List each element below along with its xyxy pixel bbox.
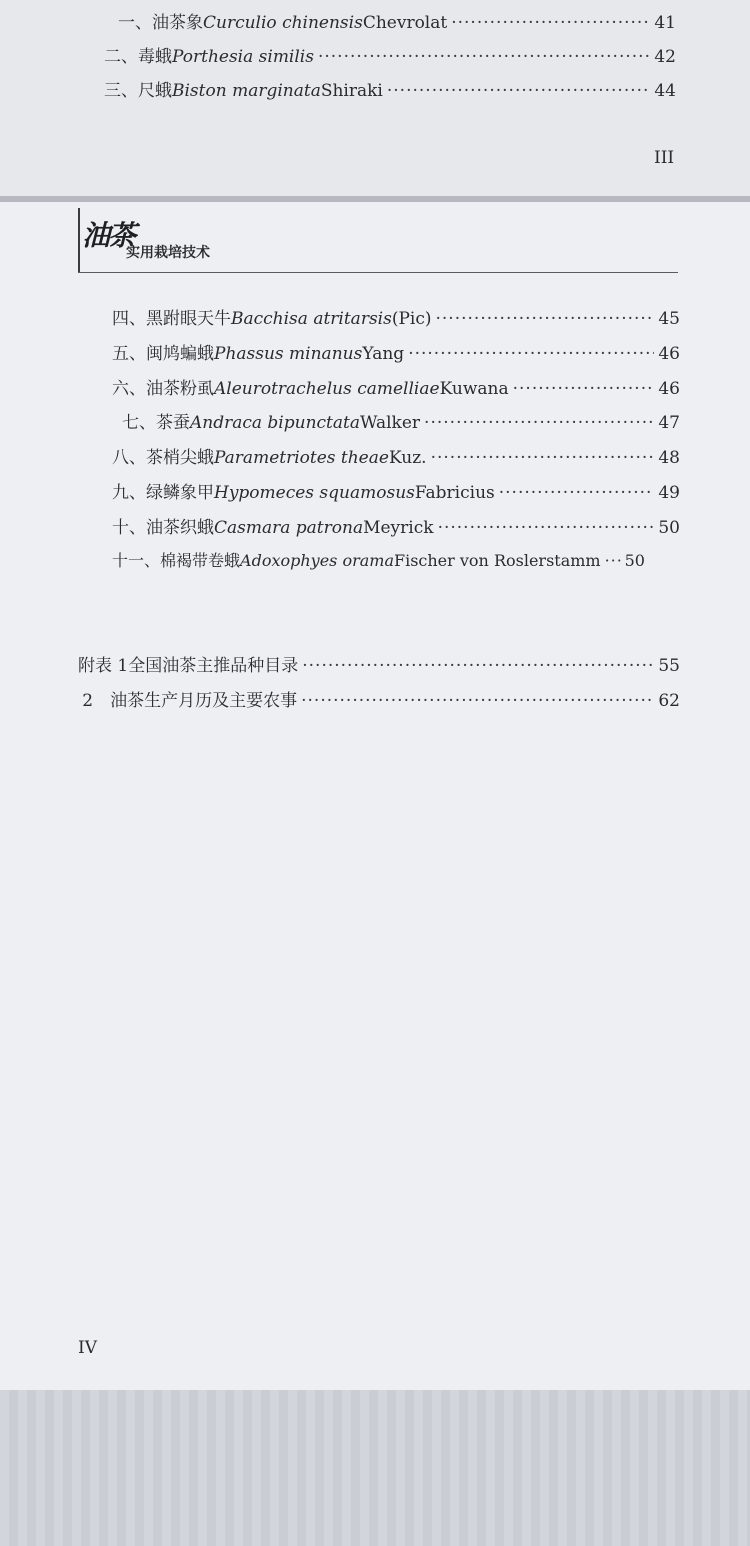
- toc-entry: 十、油茶织蛾 Casmara patrona Meyrick ····· 50: [112, 513, 680, 538]
- page-number: III: [654, 148, 675, 168]
- page-number: IV: [78, 1338, 97, 1358]
- previous-page: [0, 0, 750, 197]
- toc-entry: 三、尺蛾 Biston marginata Shiraki ····· 44: [104, 76, 676, 101]
- toc-entry: 八、茶梢尖蛾 Parametriotes theae Kuz. ····· 48: [112, 443, 680, 468]
- toc-entry: 九、绿鳞象甲 Hypomeces squamosus Fabricius ····· 49: [112, 478, 680, 503]
- next-page-edge: [0, 1390, 750, 1546]
- toc-entry: 二、毒蛾 Porthesia similis ····· 42: [104, 42, 676, 67]
- appendix-entry: 附表 1 全国油茶主推品种目录 ····· 55: [78, 651, 680, 676]
- toc-entry: 一、油茶象 Curculio chinensis Chevrolat ····· 41: [118, 8, 676, 33]
- running-header: 实用栽培技术: [126, 245, 210, 261]
- header-rule-vertical: [78, 208, 80, 272]
- book-logo: 油茶: [82, 219, 135, 252]
- appendix-entry: 2 油茶生产月历及主要农事 ····· 62: [78, 686, 680, 711]
- toc-entry: 四、黑跗眼天牛 Bacchisa atritarsis (Pic) ····· 45: [112, 304, 680, 329]
- toc-entry: 七、茶蚕 Andraca bipunctata Walker ····· 47: [122, 408, 680, 433]
- toc-entry: 十一、棉褐带卷蛾 Adoxophyes orama Fischer von Roslerstamm ····· 50: [112, 548, 680, 571]
- header-rule: [78, 272, 678, 273]
- toc-entry: 六、油茶粉虱 Aleurotrachelus camelliae Kuwana ····· 46: [112, 374, 680, 399]
- toc-entry: 五、闽鸠蝙蛾 Phassus minanus Yang ····· 46: [112, 339, 680, 364]
